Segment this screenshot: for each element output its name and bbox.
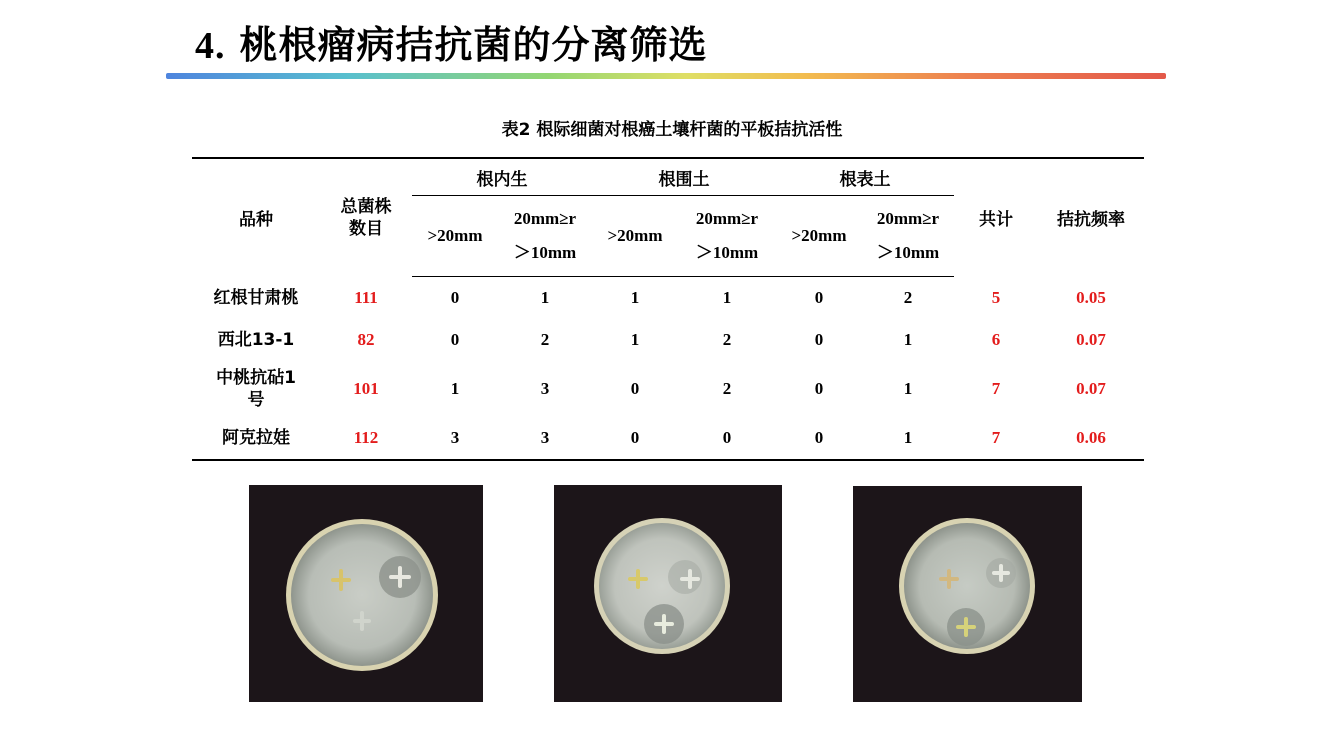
cell-variety: 西北13-1	[217, 330, 295, 350]
header-total: 总菌株数目	[320, 158, 412, 277]
cell-freq: 0.07	[1076, 379, 1106, 398]
cell-variety: 中桃抗砧1号	[216, 368, 296, 410]
petri-dish-icon	[853, 486, 1082, 702]
title-gradient-rule	[166, 73, 1166, 79]
header-group-surface: 根表土	[776, 158, 954, 196]
table-row	[192, 277, 1144, 320]
header-gt20-endophyte: >20mm	[412, 196, 498, 277]
cell-e2: 3	[540, 379, 550, 398]
header-group-endophyte: 根内生	[412, 158, 592, 196]
table-row	[192, 361, 1144, 417]
cell-r2: 2	[722, 330, 732, 349]
title-text: 桃根瘤病拮抗菌的分离筛选	[239, 23, 708, 67]
header-freq: 拮抗频率	[1038, 158, 1144, 277]
table-row	[192, 417, 1144, 460]
cell-e1: 1	[450, 379, 460, 398]
dish-agar	[291, 524, 433, 666]
cell-r1: 0	[592, 417, 678, 460]
cell-sum: 6	[991, 330, 1001, 349]
header-group-rhizosphere: 根围土	[592, 158, 776, 196]
cell-total: 111	[354, 287, 378, 307]
cell-s2: 1	[903, 330, 913, 349]
cell-freq: 0.06	[1038, 417, 1144, 460]
antagonism-table	[192, 157, 1144, 461]
header-variety: 品种	[192, 158, 320, 277]
header-sum: 共计	[954, 158, 1038, 277]
cell-variety: 阿克拉娃	[192, 417, 320, 460]
cell-s2: 2	[903, 288, 913, 307]
petri-dish-photo-3	[853, 486, 1082, 702]
cell-e2: 2	[540, 330, 550, 349]
cell-s1: 0	[814, 379, 824, 398]
petri-dish-photo-1	[249, 485, 483, 702]
cell-freq: 0.05	[1076, 287, 1106, 307]
cell-r1: 1	[630, 288, 640, 307]
slide-title	[195, 14, 708, 69]
table-row	[192, 319, 1144, 361]
cell-e2: 1	[540, 288, 550, 307]
cell-e1: 0	[450, 288, 460, 307]
title-number: 4.	[195, 25, 226, 67]
cell-e2: 3	[498, 417, 592, 460]
cell-s1: 0	[814, 288, 824, 307]
cell-e1: 3	[412, 417, 498, 460]
cell-freq: 0.07	[1076, 330, 1106, 349]
header-gt20-surface: >20mm	[776, 196, 862, 277]
header-range-endophyte: 20mm≥r ＞10mm	[498, 196, 592, 277]
cell-r2: 1	[722, 288, 732, 307]
cell-sum: 7	[954, 417, 1038, 460]
petri-dish-icon	[249, 485, 483, 702]
cell-r2: 2	[722, 379, 732, 398]
cell-r2: 0	[678, 417, 776, 460]
cell-total: 112	[320, 417, 412, 460]
cell-s1: 0	[814, 330, 824, 349]
cell-s2: 1	[862, 417, 954, 460]
cell-sum: 5	[991, 287, 1001, 307]
petri-dish-icon	[554, 485, 782, 702]
cell-variety: 红根甘肃桃	[213, 287, 299, 308]
cell-r1: 1	[630, 330, 640, 349]
header-range-rhizosphere: 20mm≥r ＞10mm	[678, 196, 776, 277]
cell-s2: 1	[903, 379, 913, 398]
cell-sum: 7	[991, 379, 1001, 398]
header-range-surface: 20mm≥r ＞10mm	[862, 196, 954, 277]
cell-total: 101	[353, 379, 379, 398]
cell-total: 82	[357, 330, 375, 349]
header-gt20-rhizosphere: >20mm	[592, 196, 678, 277]
cell-r1: 0	[630, 379, 640, 398]
table-caption: 表2 根际细菌对根癌土壤杆菌的平板拮抗活性	[501, 120, 843, 140]
petri-dish-photo-2	[554, 485, 782, 702]
cell-e1: 0	[450, 330, 460, 349]
cell-s1: 0	[776, 417, 862, 460]
